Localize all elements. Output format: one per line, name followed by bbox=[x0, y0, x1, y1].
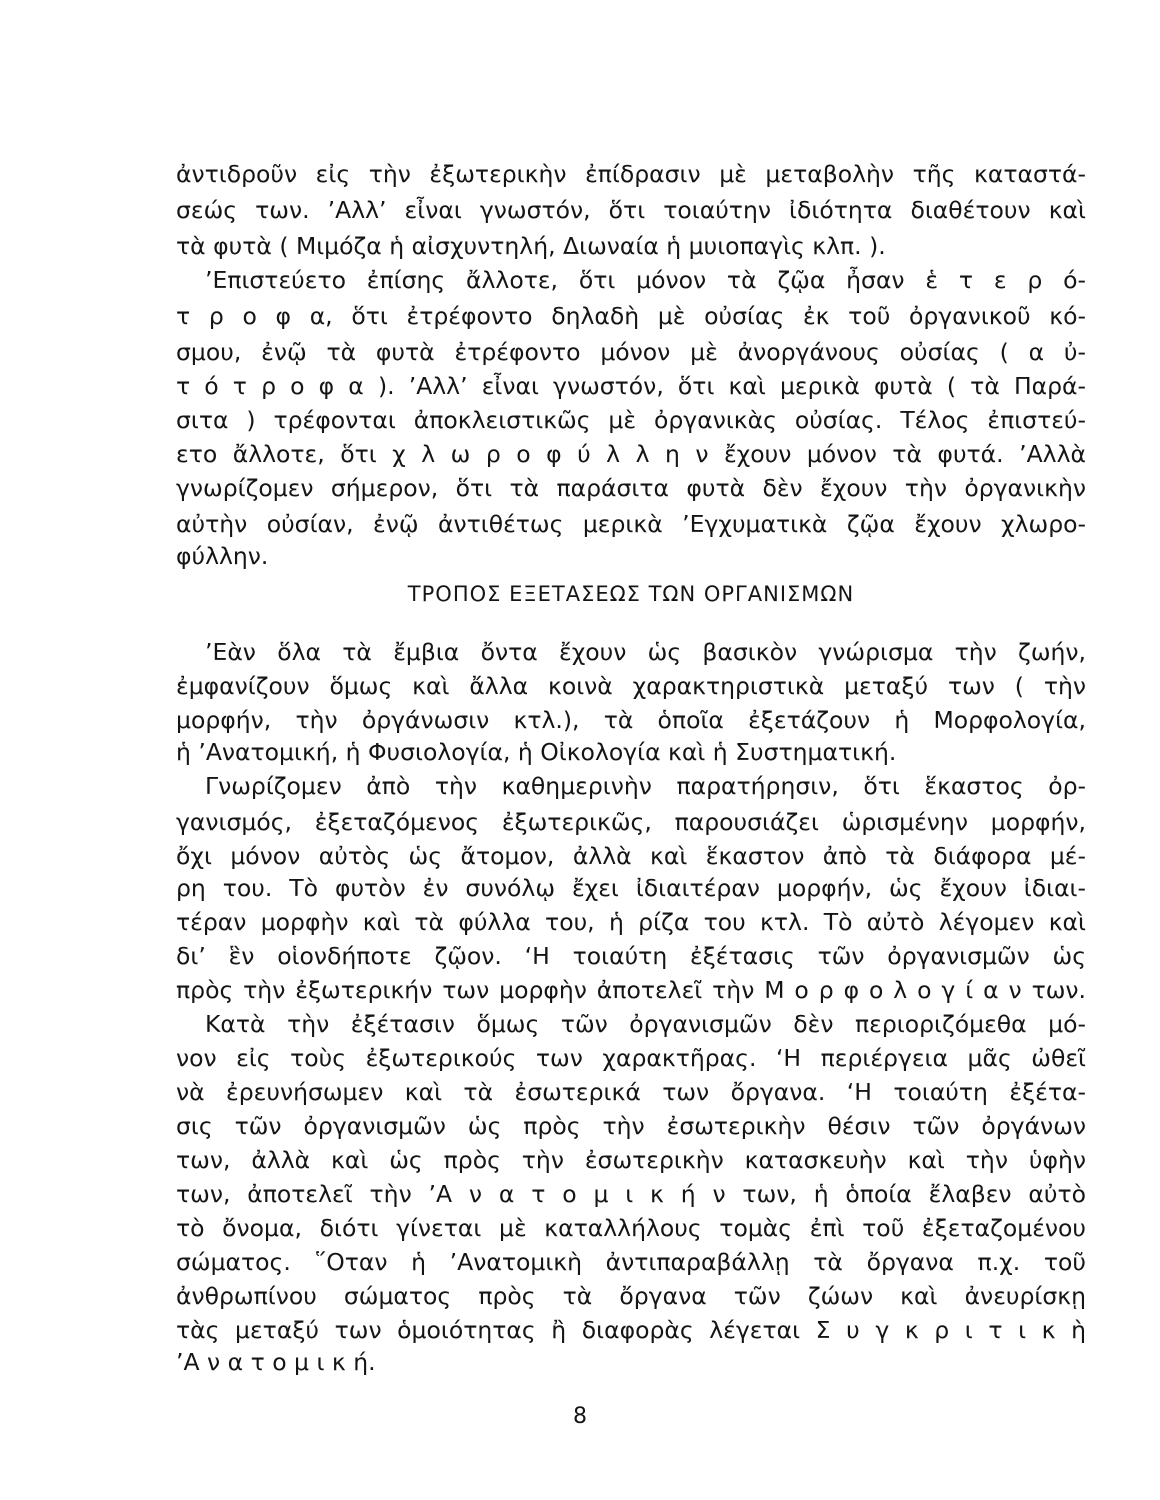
text-line: τ ρ ο φ α, ὅτι ἐτρέφοντο δηλαδὴ μὲ οὐσίας ἐκ τοῦ ὀργανικοῦ κό- bbox=[176, 302, 1086, 330]
text-line: ’Α ν α τ ο μ ι κ ή. bbox=[176, 1348, 376, 1376]
text-line: τέραν μορφὴν καὶ τὰ φύλλα του, ἡ ρίζα του κτλ. Τὸ αὐτὸ λέγομεν καὶ bbox=[176, 908, 1086, 936]
text-line: γνωρίζομεν σήμερον, ὅτι τὰ παράσιτα φυτὰ δὲν ἔχουν τὴν ὀργανικὴν bbox=[176, 474, 1086, 502]
text-line: σις τῶν ὀργανισμῶν ὡς πρὸς τὴν ἐσωτερικὴν θέσιν τῶν ὀργάνων bbox=[176, 1112, 1086, 1140]
text-line: ετο ἄλλοτε, ὅτι χ λ ω ρ ο φ ύ λ λ η ν ἔχουν μόνον τὰ φυτά. ’Αλλὰ bbox=[176, 440, 1086, 468]
text-line: μορφήν, τὴν ὀργάνωσιν κτλ.), τὰ ὁποῖα ἐξετάζουν ἡ Μορφολογία, bbox=[176, 706, 1086, 734]
text-line: γανισμός, ἐξεταζόμενος ἐξωτερικῶς, παρουσιάζει ὡρισμένην μορφήν, bbox=[176, 808, 1086, 836]
text-line: σμου, ἐνῷ τὰ φυτὰ ἐτρέφοντο μόνον μὲ ἀνοργάνους οὐσίας ( α ὐ- bbox=[176, 338, 1086, 366]
text-line: σιτα ) τρέφονται ἀποκλειστικῶς μὲ ὀργανικὰς οὐσίας. Τέλος ἐπιστεύ- bbox=[176, 406, 1086, 434]
page-number: 8 bbox=[573, 1404, 587, 1429]
text-line: ’Εὰν ὅλα τὰ ἔμβια ὄντα ἔχουν ὡς βασικὸν γνώρισμα τὴν ζωήν, bbox=[205, 638, 1086, 666]
text-line: σώματος. ῞Οταν ἡ ’Ανατομικὴ ἀντιπαραβάλλῃ τὰ ὄργανα π.χ. τοῦ bbox=[176, 1248, 1086, 1276]
text-line: τὰ φυτὰ ( Μιμόζα ἡ αἰσχυντηλή, Διωναία ἡ μυιοπαγὶς κλπ. ). bbox=[176, 232, 886, 260]
text-line: Γνωρίζομεν ἀπὸ τὴν καθημερινὴν παρατήρησιν, ὅτι ἕκαστος ὀρ- bbox=[205, 772, 1086, 800]
text-line: σεώς των. ’Αλλ’ εἶναι γνωστόν, ὅτι τοιαύτην ἰδιότητα διαθέτουν καὶ bbox=[176, 196, 1086, 224]
text-line: νὰ ἐρευνήσωμεν καὶ τὰ ἐσωτερικά των ὄργανα. ‘Η τοιαύτη ἐξέτα- bbox=[176, 1078, 1086, 1106]
text-line: των, ἀλλὰ καὶ ὡς πρὸς τὴν ἐσωτερικὴν κατασκευὴν καὶ τὴν ὑφὴν bbox=[176, 1146, 1086, 1174]
text-line: αὐτὴν οὐσίαν, ἐνῷ ἀντιθέτως μερικὰ ’Εγχυματικὰ ζῷα ἔχουν χλωρο- bbox=[176, 510, 1086, 538]
text-line: τ ό τ ρ ο φ α ). ’Αλλ’ εἶναι γνωστόν, ὅτι καὶ μερικὰ φυτὰ ( τὰ Παρά- bbox=[176, 372, 1086, 400]
text-line: ἀνθρωπίνου σώματος πρὸς τὰ ὄργανα τῶν ζώων καὶ ἀνευρίσκῃ bbox=[176, 1282, 1086, 1310]
text-line: τὰς μεταξύ των ὁμοιότητας ἢ διαφορὰς λέγεται Σ υ γ κ ρ ι τ ι κ ὴ bbox=[176, 1316, 1086, 1344]
text-line: ὄχι μόνον αὐτὸς ὡς ἄτομον, ἀλλὰ καὶ ἕκαστον ἀπὸ τὰ διάφορα μέ- bbox=[176, 842, 1086, 870]
text-line: δι’ ἓν οἱονδήποτε ζῷον. ‘Η τοιαύτη ἐξέτασις τῶν ὀργανισμῶν ὡς bbox=[176, 942, 1086, 970]
text-line: νον εἰς τοὺς ἐξωτερικούς των χαρακτῆρας. ‘Η περιέργεια μᾶς ὠθεῖ bbox=[176, 1044, 1086, 1072]
section-heading: ΤΡΟΠΟΣ ΕΞΕΤΑΣΕΩΣ ΤΩΝ ΟΡΓΑΝΙΣΜΩΝ bbox=[407, 582, 855, 606]
text-line: ἀντιδροῦν εἰς τὴν ἐξωτερικὴν ἐπίδρασιν μὲ μεταβολὴν τῆς καταστά- bbox=[176, 160, 1086, 188]
text-line: πρὸς τὴν ἐξωτερικήν των μορφὴν ἀποτελεῖ τὴν Μ ο ρ φ ο λ ο γ ί α ν των. bbox=[176, 976, 1086, 1004]
text-line: Κατὰ τὴν ἐξέτασιν ὅμως τῶν ὀργανισμῶν δὲν περιοριζόμεθα μό- bbox=[205, 1010, 1086, 1038]
text-line: φύλλην. bbox=[176, 542, 269, 570]
text-line: των, ἀποτελεῖ τὴν ’Α ν α τ ο μ ι κ ή ν των, ἡ ὁποία ἔλαβεν αὐτὸ bbox=[176, 1180, 1086, 1208]
text-line: τὸ ὄνομα, διότι γίνεται μὲ καταλλήλους τομὰς ἐπὶ τοῦ ἐξεταζομένου bbox=[176, 1214, 1086, 1242]
text-line: ἐμφανίζουν ὅμως καὶ ἄλλα κοινὰ χαρακτηριστικὰ μεταξύ των ( τὴν bbox=[176, 672, 1086, 700]
text-line: ρη του. Τὸ φυτὸν ἐν συνόλῳ ἔχει ἰδιαιτέραν μορφήν, ὡς ἔχουν ἰδιαι- bbox=[176, 874, 1086, 902]
text-line: ἡ ’Ανατομική, ἡ Φυσιολογία, ἡ Οἰκολογία καὶ ἡ Συστηματική. bbox=[176, 738, 897, 766]
text-line: ’Επιστεύετο ἐπίσης ἄλλοτε, ὅτι μόνον τὰ ζῷα ἦσαν ἑ τ ε ρ ό- bbox=[205, 266, 1086, 294]
